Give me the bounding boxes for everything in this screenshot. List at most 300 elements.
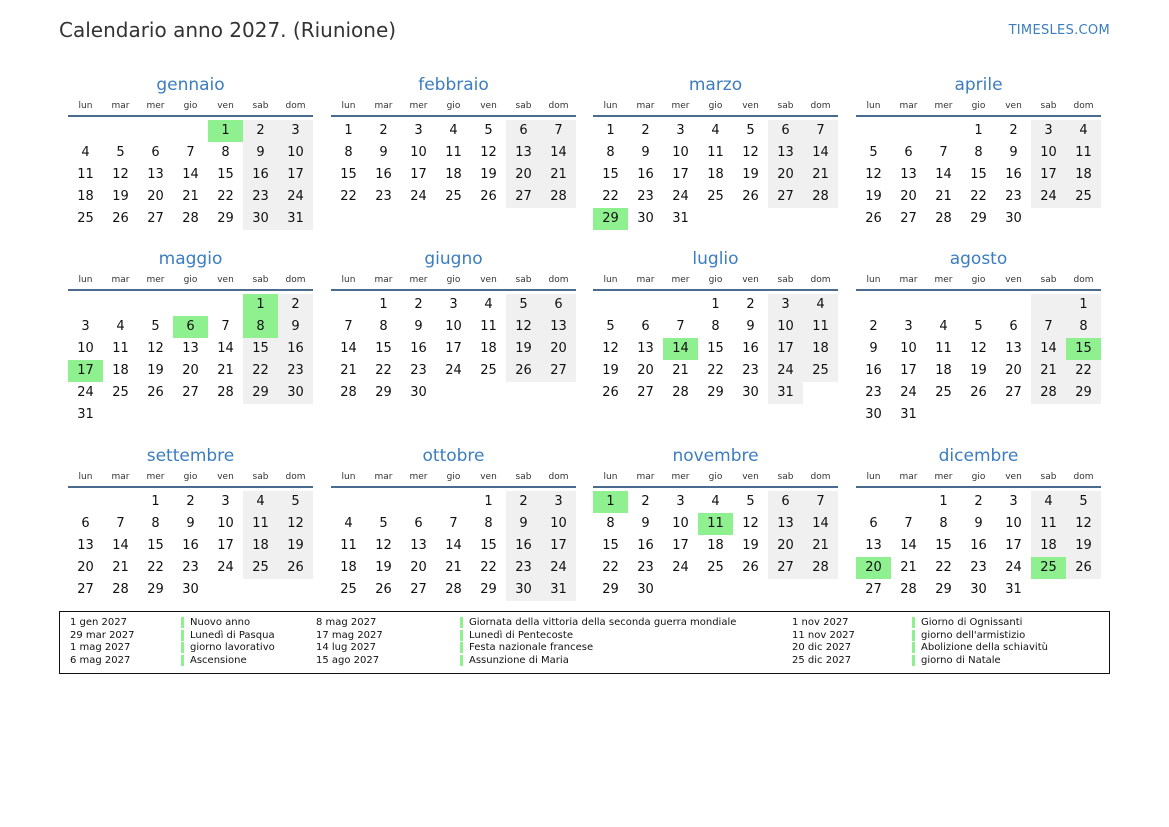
empty-cell <box>103 294 138 316</box>
day-cell: 24 <box>541 557 576 579</box>
day-cell: 26 <box>375 582 392 597</box>
header-rule <box>331 289 576 291</box>
weekday-label: sab <box>515 275 532 285</box>
day-cell: 12 <box>742 145 759 160</box>
empty-cell <box>926 404 961 426</box>
day-cell: 17 <box>768 338 803 360</box>
weekday-label: dom <box>548 275 569 285</box>
legend-date: 29 mar 2027 <box>70 629 135 641</box>
holiday-cell: 20 <box>856 557 891 579</box>
day-cell: 23 <box>506 557 541 579</box>
week-row <box>856 579 1101 601</box>
month-luglio <box>593 247 838 404</box>
day-cell: 16 <box>637 167 654 182</box>
weekday-label: gio <box>708 101 723 111</box>
empty-cell <box>856 491 891 513</box>
day-cell: 20 <box>182 363 199 378</box>
day-cell: 21 <box>803 535 838 557</box>
empty-cell <box>68 294 103 316</box>
day-cell: 29 <box>243 382 278 404</box>
weekday-label: lun <box>866 101 881 111</box>
day-cell: 14 <box>541 142 576 164</box>
day-cell: 22 <box>243 360 278 382</box>
weekday-header <box>331 271 576 289</box>
day-cell: 12 <box>506 316 541 338</box>
header-rule <box>68 115 313 117</box>
day-cell: 25 <box>480 363 497 378</box>
day-cell: 1 <box>939 494 948 509</box>
weekday-label: ven <box>742 472 759 482</box>
day-cell: 20 <box>147 189 164 204</box>
empty-cell <box>1066 579 1101 601</box>
day-cell: 18 <box>480 341 497 356</box>
day-cell: 3 <box>81 319 90 334</box>
day-cell: 2 <box>379 123 388 138</box>
day-cell: 10 <box>1031 142 1066 164</box>
day-cell: 9 <box>278 316 313 338</box>
month-dicembre <box>856 444 1101 601</box>
day-cell: 13 <box>768 142 803 164</box>
day-cell: 12 <box>970 341 987 356</box>
month-name: maggio <box>158 249 223 269</box>
day-cell: 15 <box>340 167 357 182</box>
day-cell: 9 <box>186 516 195 531</box>
week-row <box>856 535 1101 557</box>
day-cell: 9 <box>641 145 650 160</box>
day-cell: 13 <box>1005 341 1022 356</box>
day-cell: 7 <box>1031 316 1066 338</box>
day-cell: 16 <box>970 538 987 553</box>
weekday-label: mar <box>899 472 918 482</box>
day-cell: 6 <box>506 120 541 142</box>
day-cell: 15 <box>970 167 987 182</box>
empty-cell <box>278 404 313 426</box>
day-cell: 12 <box>147 341 164 356</box>
week-row <box>331 294 576 316</box>
weekday-header <box>593 271 838 289</box>
day-cell: 20 <box>900 189 917 204</box>
empty-cell <box>331 294 366 316</box>
weekday-header <box>856 271 1101 289</box>
day-cell: 17 <box>217 538 234 553</box>
week-row <box>68 142 313 164</box>
day-cell: 27 <box>768 186 803 208</box>
header-rule <box>593 115 838 117</box>
day-cell: 29 <box>480 582 497 597</box>
day-cell: 22 <box>375 363 392 378</box>
empty-cell <box>891 294 926 316</box>
day-cell: 15 <box>602 167 619 182</box>
day-cell: 3 <box>768 294 803 316</box>
weekday-label: gio <box>183 275 198 285</box>
day-cell: 14 <box>1031 338 1066 360</box>
day-cell: 19 <box>480 167 497 182</box>
empty-cell <box>593 294 628 316</box>
day-cell: 21 <box>340 363 357 378</box>
day-cell: 4 <box>344 516 353 531</box>
day-cell: 27 <box>900 211 917 226</box>
day-cell: 22 <box>707 363 724 378</box>
day-cell: 24 <box>1031 186 1066 208</box>
month-name: febbraio <box>418 75 489 95</box>
legend-holiday-name: Lunedì di Pentecoste <box>460 630 573 641</box>
weekday-label: mar <box>899 101 918 111</box>
day-cell: 12 <box>1066 513 1101 535</box>
day-cell: 16 <box>742 341 759 356</box>
weekday-label: gio <box>446 472 461 482</box>
day-cell: 28 <box>182 211 199 226</box>
empty-cell <box>208 294 243 316</box>
day-cell: 13 <box>541 316 576 338</box>
week-row <box>68 491 313 513</box>
day-cell: 20 <box>768 535 803 557</box>
day-cell: 23 <box>375 189 392 204</box>
weekday-label: ven <box>1005 101 1022 111</box>
legend-holiday-name: giorno di Natale <box>912 655 1001 666</box>
day-cell: 15 <box>217 167 234 182</box>
weekday-label: ven <box>1005 472 1022 482</box>
day-cell: 2 <box>641 123 650 138</box>
week-row <box>593 120 838 142</box>
week-row <box>68 164 313 186</box>
month-aprile <box>856 73 1101 230</box>
day-cell: 28 <box>935 211 952 226</box>
day-cell: 4 <box>484 297 493 312</box>
day-cell: 21 <box>182 189 199 204</box>
day-cell: 23 <box>742 363 759 378</box>
holiday-cell: 11 <box>698 513 733 535</box>
day-cell: 2 <box>506 491 541 513</box>
weekday-label: ven <box>742 275 759 285</box>
day-cell: 16 <box>410 341 427 356</box>
weekday-label: gio <box>708 472 723 482</box>
day-cell: 30 <box>865 407 882 422</box>
empty-cell <box>856 294 891 316</box>
week-row <box>593 294 838 316</box>
day-cell: 28 <box>112 582 129 597</box>
site-link[interactable]: TIMESLES.COM <box>1008 23 1110 38</box>
legend-holiday-name: giorno lavorativo <box>181 642 275 653</box>
weekday-label: mar <box>899 275 918 285</box>
week-row <box>593 535 838 557</box>
empty-cell <box>663 579 698 601</box>
week-row <box>68 120 313 142</box>
day-cell: 21 <box>803 164 838 186</box>
day-cell: 25 <box>803 360 838 382</box>
day-cell: 9 <box>641 516 650 531</box>
day-cell: 2 <box>746 297 755 312</box>
day-cell: 26 <box>1066 557 1101 579</box>
day-cell: 14 <box>445 538 462 553</box>
month-marzo <box>593 73 838 230</box>
day-cell: 8 <box>1066 316 1101 338</box>
day-cell: 23 <box>637 189 654 204</box>
month-name: aprile <box>954 75 1003 95</box>
day-cell: 19 <box>506 338 541 360</box>
day-cell: 22 <box>602 560 619 575</box>
day-cell: 17 <box>410 167 427 182</box>
day-cell: 2 <box>186 494 195 509</box>
day-cell: 21 <box>672 363 689 378</box>
empty-cell <box>68 491 103 513</box>
empty-cell <box>1031 404 1066 426</box>
empty-cell <box>541 382 576 404</box>
day-cell: 4 <box>803 294 838 316</box>
day-cell: 31 <box>77 407 94 422</box>
day-cell: 7 <box>344 319 353 334</box>
week-row <box>68 294 313 316</box>
weekday-label: ven <box>480 275 497 285</box>
day-cell: 27 <box>147 211 164 226</box>
day-cell: 4 <box>1066 120 1101 142</box>
day-cell: 18 <box>1066 164 1101 186</box>
weekday-label: lun <box>78 101 93 111</box>
day-cell: 26 <box>970 385 987 400</box>
empty-cell <box>961 294 996 316</box>
day-cell: 28 <box>803 557 838 579</box>
day-cell: 17 <box>672 167 689 182</box>
weekday-header <box>593 468 838 486</box>
legend-date: 1 gen 2027 <box>70 617 128 628</box>
day-cell: 1 <box>151 494 160 509</box>
day-cell: 8 <box>974 145 983 160</box>
legend-holiday-name: Assunzione di Maria <box>460 655 569 666</box>
day-cell: 28 <box>900 582 917 597</box>
day-cell: 14 <box>935 167 952 182</box>
day-cell: 20 <box>541 338 576 360</box>
day-cell: 16 <box>375 167 392 182</box>
day-cell: 23 <box>970 560 987 575</box>
weekday-label: mar <box>636 275 655 285</box>
day-cell: 2 <box>869 319 878 334</box>
week-row <box>856 404 1101 426</box>
month-giugno <box>331 247 576 404</box>
weekday-label: gio <box>183 472 198 482</box>
weekday-label: lun <box>341 275 356 285</box>
weekday-label: sab <box>252 472 269 482</box>
day-cell: 27 <box>637 385 654 400</box>
empty-cell <box>768 208 803 230</box>
holiday-cell: 15 <box>1066 338 1101 360</box>
header-rule <box>331 115 576 117</box>
week-row <box>593 382 838 404</box>
day-cell: 25 <box>935 385 952 400</box>
day-cell: 10 <box>900 341 917 356</box>
empty-cell <box>471 382 506 404</box>
day-cell: 13 <box>147 167 164 182</box>
empty-cell <box>803 579 838 601</box>
day-cell: 1 <box>974 123 983 138</box>
day-cell: 30 <box>742 385 759 400</box>
day-cell: 25 <box>243 557 278 579</box>
day-cell: 5 <box>116 145 125 160</box>
header-rule <box>593 486 838 488</box>
weekday-label: ven <box>217 275 234 285</box>
day-cell: 18 <box>77 189 94 204</box>
day-cell: 8 <box>606 516 615 531</box>
day-cell: 13 <box>768 513 803 535</box>
day-cell: 9 <box>506 513 541 535</box>
day-cell: 21 <box>217 363 234 378</box>
weekday-label: lun <box>603 101 618 111</box>
week-row <box>593 491 838 513</box>
legend-holiday-name: Nuovo anno <box>181 617 250 628</box>
weekday-label: ven <box>1005 275 1022 285</box>
day-cell: 22 <box>602 189 619 204</box>
day-cell: 9 <box>746 319 755 334</box>
month-name: luglio <box>692 249 739 269</box>
week-row <box>856 338 1101 360</box>
day-cell: 8 <box>711 319 720 334</box>
holiday-cell: 29 <box>593 208 628 230</box>
week-row <box>331 513 576 535</box>
day-cell: 31 <box>278 208 313 230</box>
day-cell: 10 <box>672 516 689 531</box>
weekday-label: dom <box>285 101 306 111</box>
day-cell: 3 <box>449 297 458 312</box>
day-cell: 19 <box>865 189 882 204</box>
day-cell: 6 <box>641 319 650 334</box>
weekday-label: mer <box>934 472 953 482</box>
day-cell: 21 <box>445 560 462 575</box>
day-cell: 28 <box>803 186 838 208</box>
day-cell: 20 <box>1005 363 1022 378</box>
week-row <box>68 404 313 426</box>
weekday-label: ven <box>742 101 759 111</box>
day-cell: 5 <box>278 491 313 513</box>
day-cell: 16 <box>278 338 313 360</box>
day-cell: 1 <box>344 123 353 138</box>
empty-cell <box>856 120 891 142</box>
month-name: novembre <box>672 446 759 466</box>
day-cell: 24 <box>77 385 94 400</box>
day-cell: 5 <box>606 319 615 334</box>
empty-cell <box>926 294 961 316</box>
header-rule <box>331 486 576 488</box>
day-cell: 29 <box>935 582 952 597</box>
holiday-cell: 25 <box>1031 557 1066 579</box>
day-cell: 7 <box>803 491 838 513</box>
weekday-label: sab <box>1040 275 1057 285</box>
empty-cell <box>243 404 278 426</box>
day-cell: 17 <box>541 535 576 557</box>
day-cell: 7 <box>449 516 458 531</box>
weekday-label: ven <box>217 101 234 111</box>
empty-cell <box>331 491 366 513</box>
day-cell: 29 <box>707 385 724 400</box>
day-cell: 10 <box>445 319 462 334</box>
month-name: marzo <box>688 75 743 95</box>
day-cell: 3 <box>676 123 685 138</box>
month-name: ottobre <box>422 446 485 466</box>
holiday-cell: 1 <box>208 120 243 142</box>
empty-cell <box>891 491 926 513</box>
day-cell: 2 <box>243 120 278 142</box>
day-cell: 9 <box>974 516 983 531</box>
month-novembre <box>593 444 838 601</box>
week-row <box>331 142 576 164</box>
day-cell: 26 <box>147 385 164 400</box>
week-row <box>68 382 313 404</box>
weekday-label: mer <box>934 275 953 285</box>
header-rule <box>593 289 838 291</box>
weekday-label: gio <box>971 472 986 482</box>
day-cell: 23 <box>182 560 199 575</box>
day-cell: 10 <box>77 341 94 356</box>
day-cell: 24 <box>410 189 427 204</box>
day-cell: 23 <box>1005 189 1022 204</box>
week-row <box>331 316 576 338</box>
day-cell: 5 <box>746 123 755 138</box>
legend-holiday-name: Ascensione <box>181 655 247 666</box>
day-cell: 14 <box>182 167 199 182</box>
day-cell: 3 <box>676 494 685 509</box>
holiday-cell: 1 <box>593 491 628 513</box>
day-cell: 3 <box>1009 494 1018 509</box>
day-cell: 19 <box>375 560 392 575</box>
weekday-header <box>856 468 1101 486</box>
week-row <box>856 164 1101 186</box>
day-cell: 18 <box>935 363 952 378</box>
day-cell: 23 <box>865 385 882 400</box>
empty-cell <box>698 579 733 601</box>
week-row <box>856 316 1101 338</box>
day-cell: 5 <box>1066 491 1101 513</box>
empty-cell <box>436 382 471 404</box>
day-cell: 6 <box>151 145 160 160</box>
day-cell: 10 <box>541 513 576 535</box>
empty-cell <box>243 579 278 601</box>
day-cell: 24 <box>768 360 803 382</box>
month-name: giugno <box>424 249 483 269</box>
day-cell: 23 <box>637 560 654 575</box>
week-row <box>331 491 576 513</box>
month-gennaio <box>68 73 313 230</box>
day-cell: 21 <box>935 189 952 204</box>
day-cell: 20 <box>506 164 541 186</box>
legend-date: 6 mag 2027 <box>70 654 131 666</box>
empty-cell <box>506 382 541 404</box>
empty-cell <box>1066 208 1101 230</box>
day-cell: 13 <box>410 538 427 553</box>
day-cell: 25 <box>112 385 129 400</box>
empty-cell <box>926 120 961 142</box>
day-cell: 7 <box>221 319 230 334</box>
week-row <box>331 360 576 382</box>
week-row <box>593 142 838 164</box>
day-cell: 2 <box>414 297 423 312</box>
day-cell: 2 <box>641 494 650 509</box>
day-cell: 11 <box>340 538 357 553</box>
day-cell: 26 <box>480 189 497 204</box>
day-cell: 22 <box>480 560 497 575</box>
legend-date: 11 nov 2027 <box>792 629 855 641</box>
day-cell: 15 <box>243 338 278 360</box>
weekday-label: gio <box>446 275 461 285</box>
holiday-cell: 17 <box>68 360 103 382</box>
empty-cell <box>138 404 173 426</box>
day-cell: 13 <box>865 538 882 553</box>
day-cell: 19 <box>970 363 987 378</box>
day-cell: 30 <box>970 582 987 597</box>
day-cell: 11 <box>1066 142 1101 164</box>
day-cell: 12 <box>602 341 619 356</box>
week-row <box>331 382 576 404</box>
week-row <box>856 491 1101 513</box>
day-cell: 4 <box>449 123 458 138</box>
empty-cell <box>138 120 173 142</box>
day-cell: 19 <box>112 189 129 204</box>
